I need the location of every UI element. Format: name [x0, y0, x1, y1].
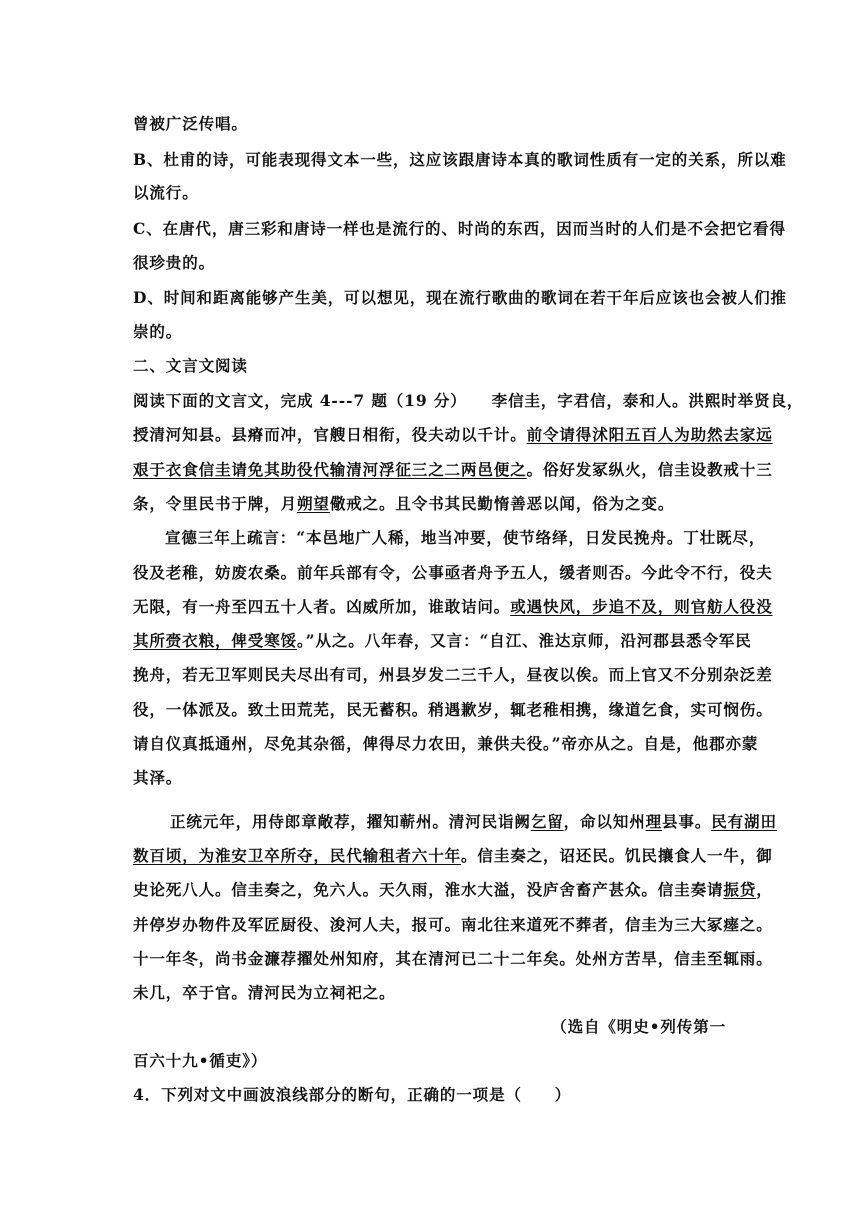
option-c-line-1: C、在唐代，唐三彩和唐诗一样也是流行的、时尚的东西，因而当时的人们是不会把它看得: [133, 219, 786, 238]
passage-line: 宣德三年上疏言：“本邑地广人稀，地当冲要，使节络绎，日发民挽舟。丁壮既尽，: [165, 528, 766, 547]
text-segment: 授清河知县。县瘠而冲，官艘日相衔，役夫动以千计。: [133, 425, 527, 444]
passage-line: [133, 595, 773, 617]
underlined-word: 理: [645, 812, 663, 831]
text-segment: 条，令里民书于牌，月: [133, 494, 298, 513]
text-segment: 无限，有一舟至四五十人者。凶威所加，谁敢诘问。: [133, 597, 511, 616]
underlined-word: 朔望: [297, 494, 330, 513]
wavy-underlined-text: 艰于衣食信圭请免其助役代输清河浮征三之二两邑便之: [133, 460, 527, 479]
underlined-sentence: 其所赍衣粮，俾受寒馁: [133, 631, 298, 650]
passage-line: [133, 492, 674, 514]
source-citation: （选自《明史•列传第一: [551, 1017, 726, 1036]
text-segment: 正统元年，用侍郎章敞荐，擢知蕲州。清河民诣阙: [170, 812, 531, 831]
passage-line: 挽舟，若无卫军则民夫尽出有司，州县岁发二三千人，昼夜以俟。而上官又不分别杂泛差: [133, 665, 773, 684]
text-segment: 县事。: [662, 812, 712, 831]
passage-line: 役及老稚，妨废农桑。前年兵部有令，公事亟者舟予五人，缓者则否。今此令不行，役夫: [133, 563, 773, 582]
text-segment: 。俗好发冢纵火，信圭设教戒十三: [526, 460, 773, 479]
passage-line: 役，一体派及。致土田荒芜，民无蓄积。稍遇歉岁，辄老稚相携，缘道乞食，实可悯伤。: [133, 700, 773, 719]
text-segment: 史论死八人。信圭奏之，免六人。天久雨，淮水大溢，没庐舍畜产甚众。信圭奏请: [133, 880, 724, 899]
underlined-sentence: 数百顷，为淮安卫卒所夺，民代输租者六十年: [133, 846, 462, 865]
text-segment: 儆戒之。且令书其民勤惰善恶以闻，俗为之变。: [329, 494, 675, 513]
option-c-line-2: 很珍贵的。: [133, 253, 216, 272]
option-b-line-2: 以流行。: [133, 183, 199, 202]
passage-line: 其泽。: [133, 768, 183, 787]
passage-line: 未几，卒于官。清河民为立祠祀之。: [133, 983, 396, 1002]
option-b-line-1: B、杜甫的诗，可能表现得文本一些，这应该跟唐诗本真的歌词性质有一定的关系，所以难: [133, 150, 787, 169]
option-d-line-1: D、时间和距离能够产生美，可以想见，现在流行歌曲的歌词在若干年后应该也会被人们推: [133, 288, 787, 307]
section-heading: 二、文言文阅读: [133, 356, 248, 375]
passage-line: [133, 878, 773, 900]
underlined-word: 振贷: [723, 880, 757, 899]
text-segment: ，命以知州: [563, 812, 646, 831]
passage-line: 并停岁办物件及军匠厨役、浚河人夫，报可。南北往来道死不葬者，信圭为三大冢瘗之。: [133, 915, 773, 934]
passage-line: [133, 423, 773, 445]
text-segment: 。”从之。八年春，又言：“自江、淮达京师，沿河郡县悉令军民: [297, 631, 752, 650]
underlined-word: 乞留: [530, 812, 564, 831]
source-citation-cont: 百六十九•循吏》）: [133, 1051, 268, 1070]
passage-line: 十一年冬，尚书金濂荐擢处州知府，其在清河已二十二年矣。处州方苦旱，信圭至辄雨。: [133, 949, 773, 968]
option-d-line-2: 崇的。: [133, 322, 183, 341]
passage-line: 阅读下面的文言文，完成 4---7 题（19 分） 李信圭，字君信，泰和人。洪熙时举贤良，: [133, 391, 804, 410]
underlined-sentence: 民有湖田: [711, 812, 777, 831]
passage-line: [133, 844, 773, 866]
passage-line: [133, 629, 752, 651]
question-4: 4．下列对文中画波浪线部分的断句，正确的一项是（ ）: [133, 1085, 572, 1104]
text-segment: ，: [756, 880, 773, 899]
passage-line: [133, 458, 773, 480]
wavy-underlined-text: 前令请得沭阳五百人为助然去家远: [526, 425, 773, 444]
text-line: 曾被广泛传唱。: [133, 114, 248, 133]
text-segment: 。信圭奏之，诏还民。饥民攘食人一牛，御: [461, 846, 773, 865]
underlined-sentence: 或遇快风，步追不及，则官舫人役没: [510, 597, 773, 616]
passage-line: 请自仪真抵通州，尽免其杂徭，俾得尽力农田，兼供夫役。”帝亦从之。自是，他郡亦蒙: [133, 734, 759, 753]
passage-line: [170, 810, 777, 832]
